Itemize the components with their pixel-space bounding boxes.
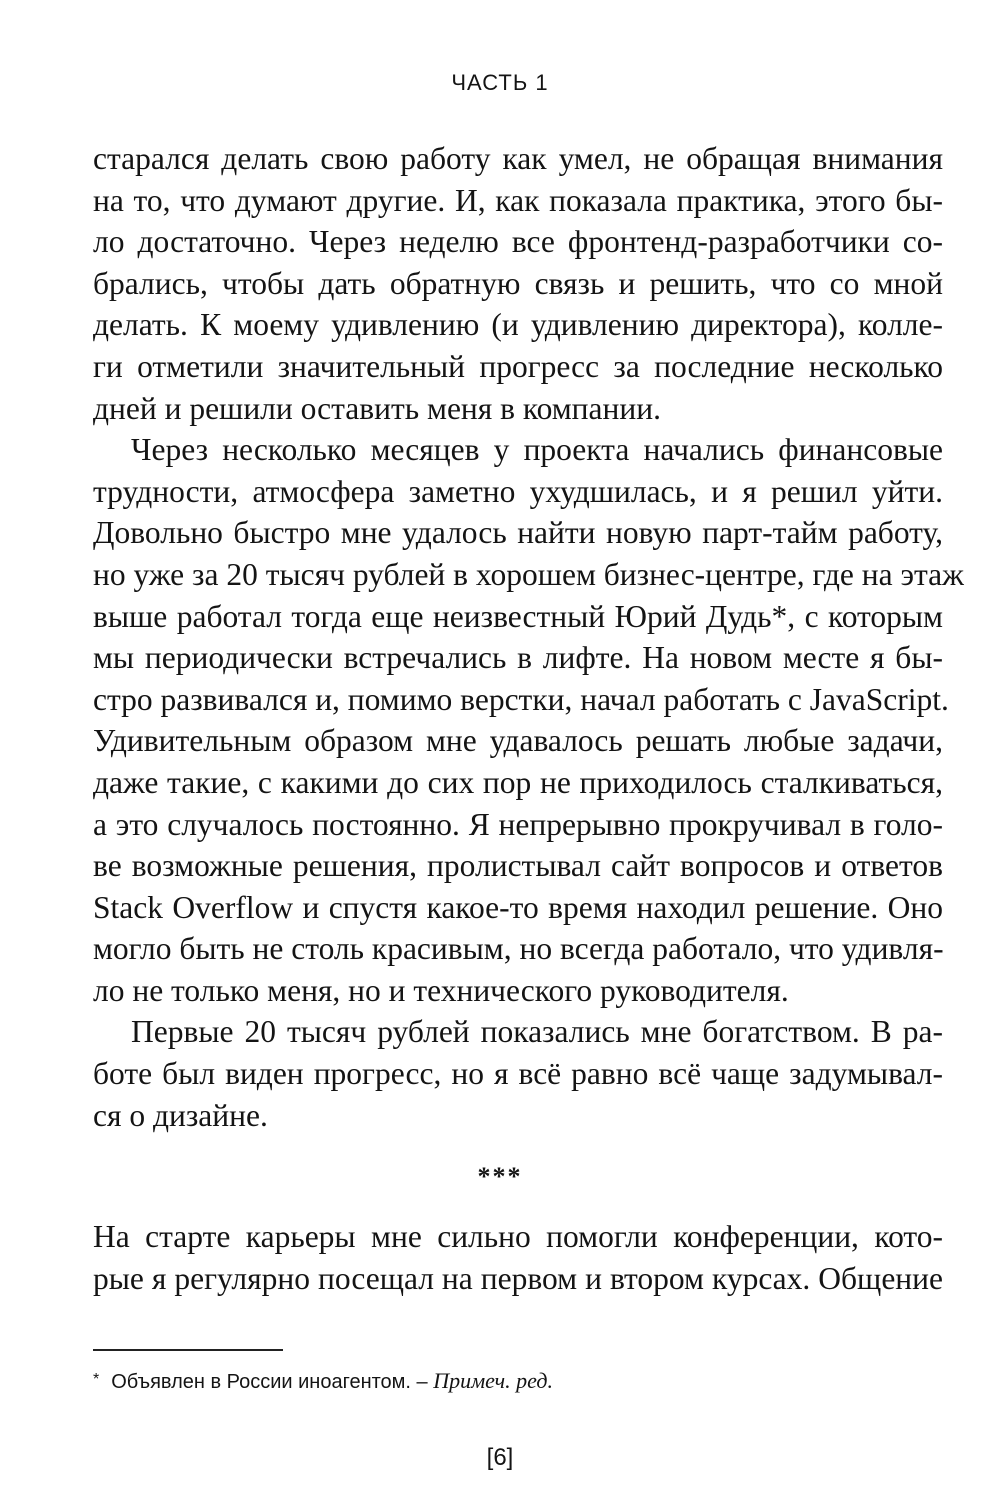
text-line: Через несколько месяцев у проекта начались финансовые — [131, 432, 943, 468]
text-line: могло быть не столь красивым, но всегда работало, что удивля- — [93, 931, 944, 967]
text-line: а это случалось постоянно. Я непрерывно прокручивал в голо- — [93, 806, 943, 842]
text-line: дней и решили оставить меня в компании. — [93, 390, 661, 426]
body-text-continued — [93, 1216, 943, 1299]
text-line: ги отметили значительный прогресс за последние несколько — [93, 348, 943, 384]
text-line: рые я регулярно посещал на первом и втором курсах. Общение — [93, 1260, 943, 1296]
text-line: Stack Overflow и спустя какое-то время находил решение. Оно — [93, 889, 943, 925]
text-line: Удивительным образом мне удавалось решать любые задачи, — [93, 723, 943, 759]
running-head: ЧАСТЬ 1 — [451, 70, 549, 95]
text-line: стро развивался и, помимо верстки, начал работать с JavaScript. — [93, 681, 949, 717]
text-line: на то, что думают другие. И, как показала практика, этого бы- — [93, 182, 943, 218]
footnote — [93, 1368, 553, 1394]
text-line: делать. К моему удивлению (и удивлению директора), колле- — [93, 307, 943, 343]
footnote-editor-note: Примеч. ред. — [433, 1368, 553, 1393]
text-line: мы периодически встречались в лифте. На новом месте я бы- — [93, 640, 943, 676]
page-number: [6] — [486, 1444, 514, 1471]
text-line: даже такие, с какими до сих пор не приходилось сталкиваться, — [93, 764, 943, 800]
text-line: ве возможные решения, пролистывал сайт вопросов и ответов — [93, 848, 943, 884]
text-line: боте был виден прогресс, но я всё равно всё чаще задумывал- — [93, 1056, 943, 1092]
text-line: ло не только меня, но и технического руководителя. — [93, 972, 789, 1008]
text-line: но уже за 20 тысяч рублей в хорошем бизнес-центре, где на этаж — [93, 556, 964, 592]
text-line: брались, чтобы дать обратную связь и решить, что со мной — [93, 265, 943, 301]
text-line: трудности, атмосфера заметно ухудшилась, и я решил уйти. — [93, 473, 943, 509]
text-line: старался делать свою работу как умел, не обращая внимания — [93, 141, 943, 176]
text-line: ло достаточно. Через неделю все фронтенд-разработчики со- — [93, 224, 943, 260]
text-line: ся о дизайне. — [93, 1097, 268, 1133]
footnote-divider — [93, 1349, 283, 1351]
body-text — [93, 138, 964, 1136]
text-line: Первые 20 тысяч рублей показались мне богатством. В ра- — [131, 1014, 943, 1050]
footnote-mark: * — [93, 1371, 100, 1388]
text-line: Довольно быстро мне удалось найти новую парт-тайм работу, — [93, 515, 943, 551]
section-separator: *** — [477, 1162, 523, 1191]
footnote-text: Объявлен в России иноагентом. – — [111, 1371, 428, 1393]
text-line: На старте карьеры мне сильно помогли конференции, кото- — [93, 1219, 943, 1254]
text-line: выше работал тогда еще неизвестный Юрий Дудь*, с которым — [93, 598, 943, 634]
